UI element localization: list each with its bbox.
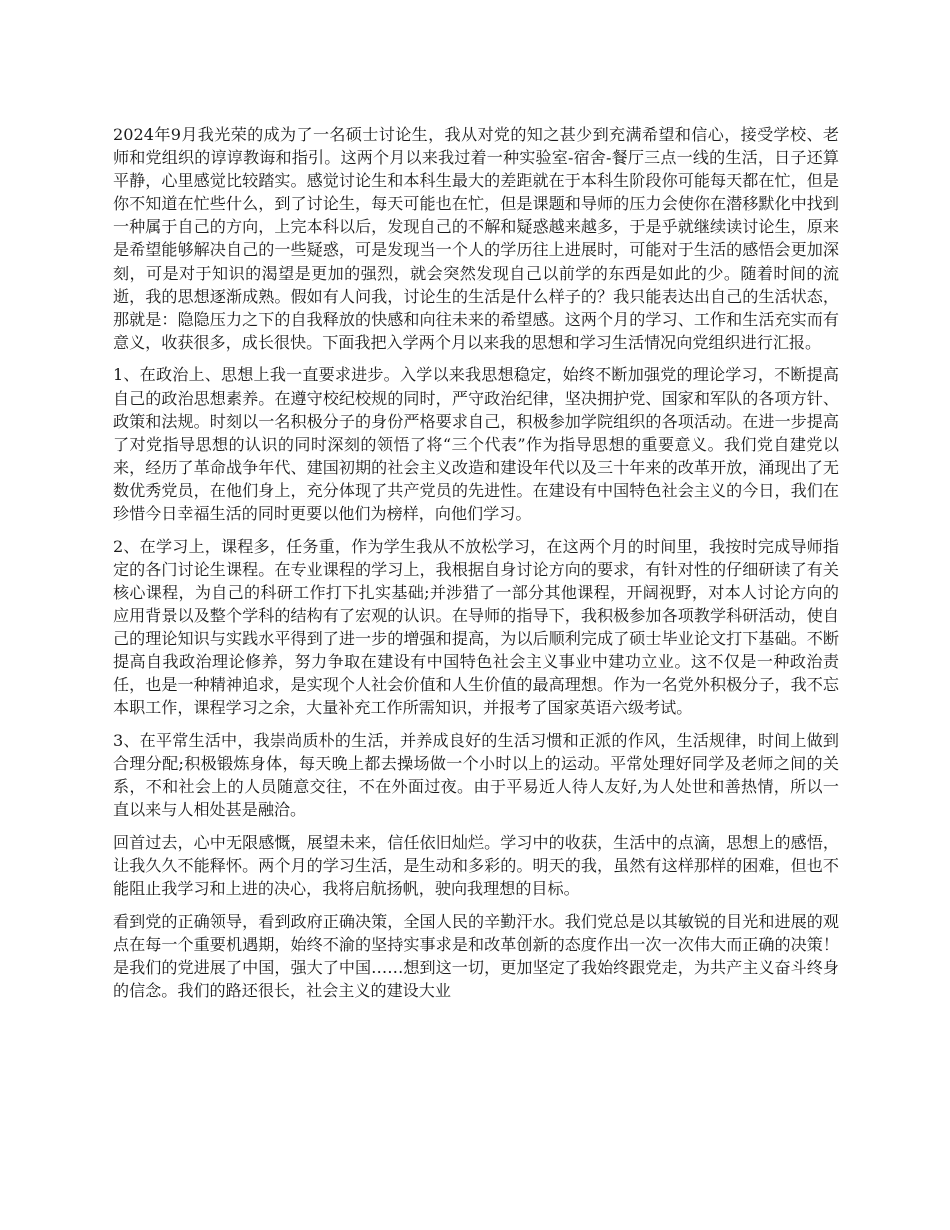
paragraph-life: 3、在平常生活中，我崇尚质朴的生活，并养成良好的生活习惯和正派的作风，生活规律，时间上做到合理分配;积极锻炼身体，每天晚上都去操场做一个小时以上的运动。平常处理好同学及老师之间的关系，不和社会上的人员随意交往，不在外面过夜。由于平易近人待人友好,为人处世和善热情，所以一直以来与人相处甚是融洽。 (113, 730, 839, 820)
paragraph-study: 2、在学习上，课程多，任务重，作为学生我从不放松学习，在这两个月的时间里，我按时完成导师指定的各门讨论生课程。在专业课程的学习上，我根据自身讨论方向的要求，有针对性的仔细研读了有关核心课程，为自己的科研工作打下扎实基础;并涉猎了一部分其他课程，开阔视野，对本人讨论方向的应用背景以及整个学科的结构有了宏观的认识。在导师的指导下，我积极参加各项教学科研活动，使自己的理论知识与实践水平得到了进一步的增强和提高，为以后顺利完成了硕士毕业论文打下基础。不断提高自我政治理论修养，努力争取在建设有中国特色社会主义事业中建功立业。这不仅是一种政治责任，也是一种精神追求，是实现个人社会价值和人生价值的最高理想。作为一名党外积极分子，我不忘本职工作，课程学习之余，大量补充工作所需知识，并报考了国家英语六级考试。 (113, 536, 839, 718)
paragraph-political: 1、在政治上、思想上我一直要求进步。入学以来我思想稳定，始终不断加强党的理论学习，不断提高自己的政治思想素养。在遵守校纪校规的同时，严守政治纪律，坚决拥护党、国家和军队的各项方针、政策和法规。时刻以一名积极分子的身份严格要求自己，积极参加学院组织的各项活动。在进一步提高了对党指导思想的认识的同时深刻的领悟了将“三个代表”作为指导思想的重要意义。我们党自建党以来，经历了革命战争年代、建国初期的社会主义改造和建设年代以及三十年来的改革开放，涌现出了无数优秀党员，在他们身上，充分体现了共产党员的先进性。在建设有中国特色社会主义的今日，我们在珍惜今日幸福生活的同时更要以他们为榜样，向他们学习。 (113, 365, 839, 523)
paragraph-conclusion: 看到党的正确领导，看到政府正确决策，全国人民的辛勤汗水。我们党总是以其敏锐的目光和进展的观点在每一个重要机遇期，始终不渝的坚持实事求是和改革创新的态度作出一次一次伟大而正确的决策！是我们的党进展了中国，强大了中国……想到这一切，更加坚定了我始终跟党走，为共产主义奋斗终身的信念。我们的路还很长，社会主义的建设大业 (113, 911, 839, 1000)
paragraph-reflection: 回首过去，心中无限感慨，展望未来，信任依旧灿烂。学习中的收获，生活中的点滴，思想上的感悟，让我久久不能释怀。两个月的学习生活，是生动和多彩的。明天的我，虽然有这样那样的困难，但也不能阻止我学习和上进的决心，我将启航扬帆，驶向我理想的目标。 (113, 832, 839, 898)
document-body (113, 123, 839, 1011)
paragraph-intro: 2024年9月我光荣的成为了一名硕士讨论生，我从对党的知之甚少到充满希望和信心，接受学校、老师和党组织的谆谆教诲和指引。这两个月以来我过着一种实验室-宿舍-餐厅三点一线的生活，日子还算平静，心里感觉比较踏实。感觉讨论生和本科生最大的差距就在于本科生阶段你可能每天都在忙，但是你不知道在忙些什么，到了讨论生，每天可能也在忙，但是课题和导师的压力会使你在潜移默化中找到一种属于自己的方向，上完本科以后，发现自己的不解和疑惑越来越多，于是乎就继续读讨论生，原来是希望能够解决自己的一些疑惑，可是发现当一个人的学历往上进展时，可能对于生活的感悟会更加深刻，可是对于知识的渴望是更加的强烈，就会突然发现自己以前学的东西是如此的少。随着时间的流逝，我的思想逐渐成熟。假如有人问我，讨论生的生活是什么样子的？我只能表达出自己的生活状态，那就是：隐隐压力之下的自我释放的快感和向往未来的希望感。这两个月的学习、工作和生活充实而有意义，收获很多，成长很快。下面我把入学两个月以来我的思想和学习生活情况向党组织进行汇报。 (113, 125, 839, 352)
